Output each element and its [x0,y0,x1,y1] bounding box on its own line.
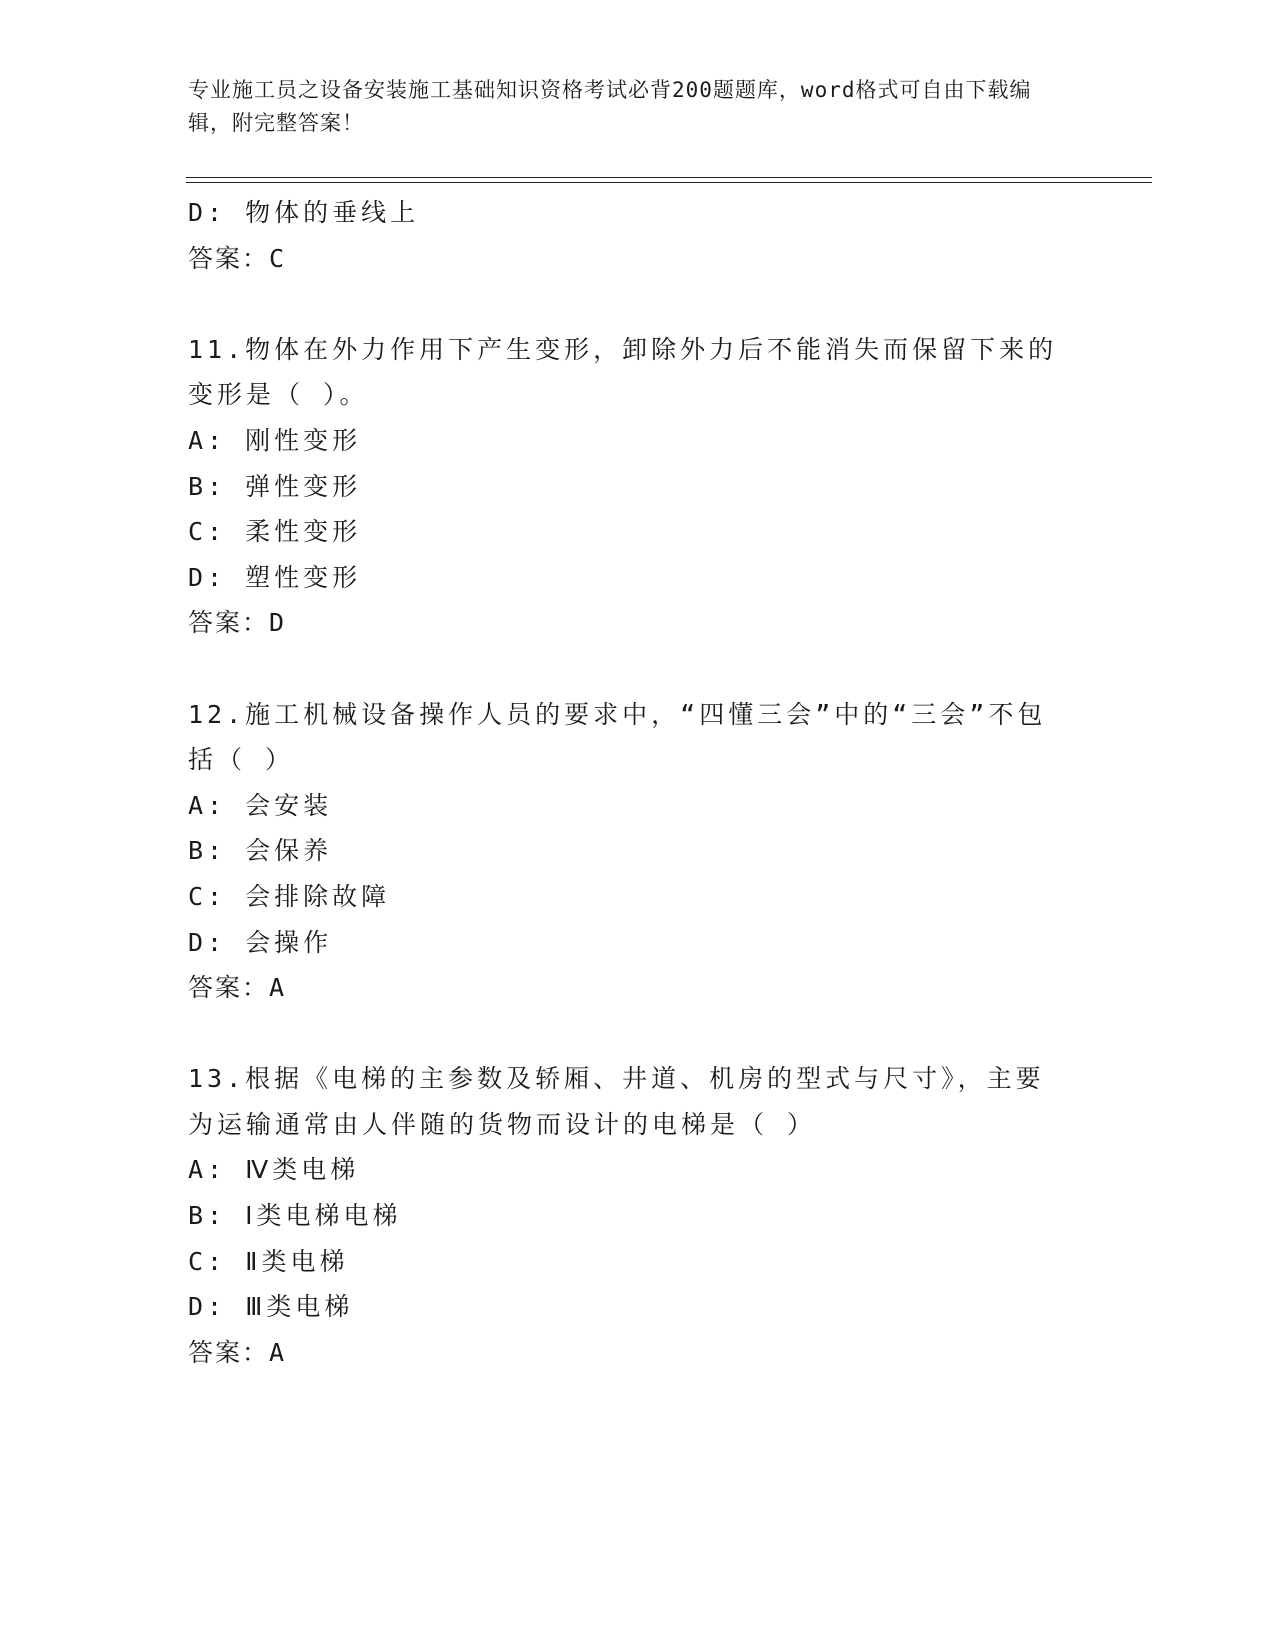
question-11 [188,327,1068,646]
option-d: D: 会操作 [188,927,333,957]
option-a: A: 会安装 [188,790,333,820]
question-text: 12.施工机械设备操作人员的要求中，“四懂三会”中的“三会”不包括（ ） [188,699,1047,775]
option-b: B: 会保养 [188,836,333,866]
header-rule-top [186,177,1152,178]
question-text: 11.物体在外力作用下产生变形，卸除外力后不能消失而保留下来的变形是（ ）。 [188,334,1058,410]
option-d: D: 塑性变形 [188,562,362,592]
answer-line: 答案：D [188,608,287,638]
question-13 [188,1056,1068,1375]
option-d: D: 物体的垂线上 [188,198,420,227]
option-c: C: 会排除故障 [188,881,391,911]
option-b: B: 弹性变形 [188,471,362,501]
option-b: B: Ⅰ类电梯电梯 [188,1201,402,1231]
option-c: C: 柔性变形 [188,517,362,547]
answer-line: 答案：A [188,1337,287,1367]
question-12 [188,692,1068,1011]
spacer [188,646,1068,692]
question-text: 13.根据《电梯的主参数及轿厢、井道、机房的型式与尺寸》，主要为运输通常由人伴随的货物而设计的电梯是（ ） [188,1064,1045,1139]
answer-line: 答案：C [188,243,287,273]
option-a: A: Ⅳ类电梯 [188,1155,360,1185]
previous-question-tail [188,190,1068,281]
header-rule-bottom [186,182,1152,183]
spacer [188,1011,1068,1057]
option-c: C: Ⅱ类电梯 [188,1246,349,1276]
option-d: D: Ⅲ类电梯 [188,1292,354,1322]
question-list [188,190,1068,1375]
page-header: 专业施工员之设备安装施工基础知识资格考试必背200题题库，word格式可自由下载编辑，附完整答案！ [188,78,1032,135]
option-a: A: 刚性变形 [188,425,362,455]
answer-line: 答案：A [188,973,287,1003]
spacer [188,281,1068,327]
